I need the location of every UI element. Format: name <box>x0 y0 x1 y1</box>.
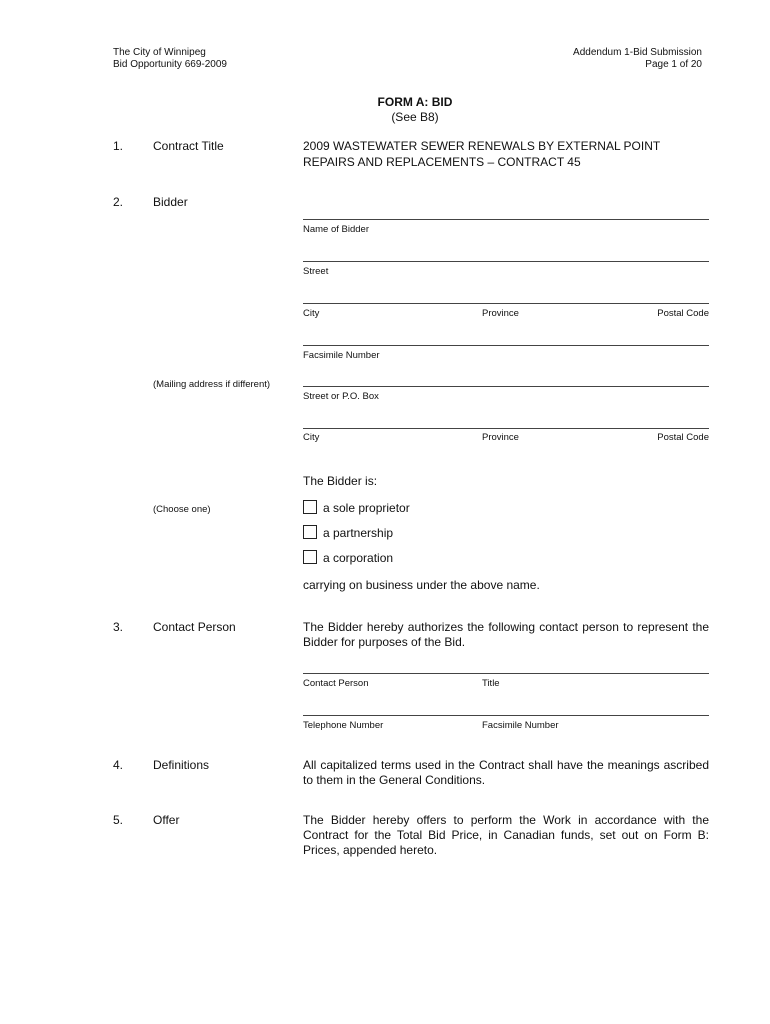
mailing-city-caption: City <box>303 432 320 443</box>
definitions-paragraph: All capitalized terms used in the Contract shall have the meanings ascribed to them in the General Conditions. <box>303 758 709 787</box>
province-caption: Province <box>482 308 519 319</box>
mailing-province-caption: Province <box>482 432 519 443</box>
section-4-label: Definitions <box>153 758 210 772</box>
header-city: The City of Winnipeg <box>113 47 206 58</box>
offer-paragraph: The Bidder hereby offers to perform the Work in accordance with the Contract for the Total Bid Price, in Canadian funds, set out on Form B: Prices, appended hereto. <box>303 813 709 857</box>
sole-proprietor-label: a sole proprietor <box>323 501 410 515</box>
city-caption: City <box>303 308 320 319</box>
section-3-label: Contact Person <box>153 620 236 634</box>
contact-person-paragraph: The Bidder hereby authorizes the following contact person to represent the Bidder for purposes of the Bid. <box>303 620 709 649</box>
postal-code-caption: Postal Code <box>657 308 709 319</box>
street-po-line[interactable] <box>303 386 709 387</box>
contact-facsimile-caption: Facsimile Number <box>482 720 559 731</box>
name-of-bidder-caption: Name of Bidder <box>303 224 370 235</box>
section-1-number: 1. <box>113 139 124 153</box>
header-addendum: Addendum 1-Bid Submission <box>573 47 702 58</box>
name-of-bidder-line[interactable] <box>303 219 709 220</box>
section-2-label: Bidder <box>153 195 188 209</box>
street-line[interactable] <box>303 261 709 262</box>
header-bid-opportunity: Bid Opportunity 669-2009 <box>113 59 227 70</box>
section-5-label: Offer <box>153 813 180 827</box>
city-province-postal-line[interactable] <box>303 303 709 304</box>
bidder-is-text: The Bidder is: <box>303 474 378 488</box>
header-page-number: Page 1 of 20 <box>645 59 702 70</box>
facsimile-line[interactable] <box>303 345 709 346</box>
contract-title-line1: 2009 WASTEWATER SEWER RENEWALS BY EXTERNAL POINT <box>303 139 661 153</box>
section-1-label: Contract Title <box>153 139 224 153</box>
choose-one-note: (Choose one) <box>153 504 211 515</box>
section-2-number: 2. <box>113 195 124 209</box>
section-4-number: 4. <box>113 758 124 772</box>
telephone-facsimile-line[interactable] <box>303 715 709 716</box>
sole-proprietor-checkbox[interactable] <box>303 500 317 514</box>
mailing-postal-code-caption: Postal Code <box>657 432 709 443</box>
partnership-checkbox[interactable] <box>303 525 317 539</box>
street-po-caption: Street or P.O. Box <box>303 391 379 402</box>
section-3-number: 3. <box>113 620 124 634</box>
contact-person-line[interactable] <box>303 673 709 674</box>
partnership-label: a partnership <box>323 526 394 540</box>
form-title: FORM A: BID <box>377 95 453 109</box>
carrying-on-text: carrying on business under the above name. <box>303 578 540 592</box>
street-caption: Street <box>303 266 329 277</box>
contract-title-line2: REPAIRS AND REPLACEMENTS – CONTRACT 45 <box>303 155 581 169</box>
corporation-label: a corporation <box>323 551 394 565</box>
mailing-city-line[interactable] <box>303 428 709 429</box>
section-5-number: 5. <box>113 813 124 827</box>
title-caption: Title <box>482 678 500 689</box>
mailing-address-note: (Mailing address if different) <box>153 379 271 390</box>
facsimile-caption: Facsimile Number <box>303 350 380 361</box>
form-subtitle: (See B8) <box>391 110 439 124</box>
corporation-checkbox[interactable] <box>303 550 317 564</box>
contact-person-caption: Contact Person <box>303 678 369 689</box>
telephone-caption: Telephone Number <box>303 720 384 731</box>
